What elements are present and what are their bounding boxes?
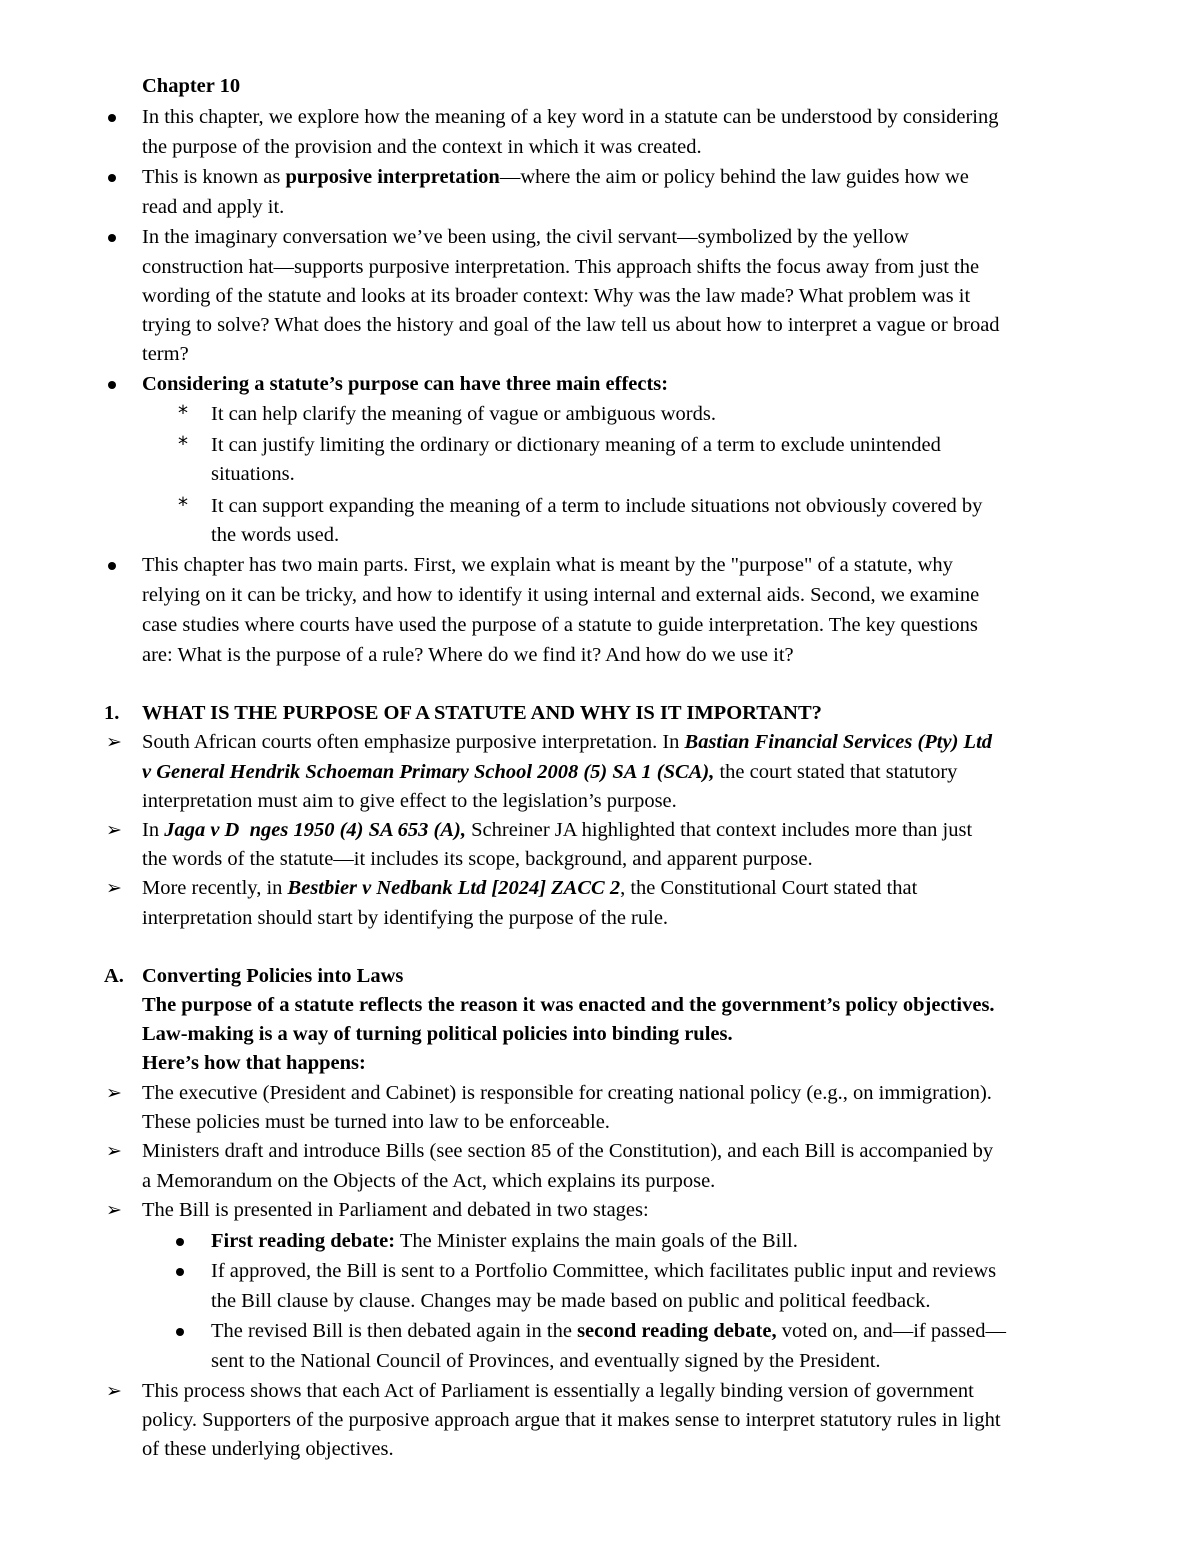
intro-bullet-2-line-1: This is known as purposive interpretation—where the aim or policy behind the law guides how we [142, 166, 969, 188]
effect-2-line-2: situations. [211, 463, 295, 485]
intro-bullet-3-line-5: term? [142, 343, 189, 365]
bullet-icon [108, 234, 116, 242]
section-a-item-4-line-3: of these underlying objectives. [142, 1438, 394, 1460]
intro-bullet-4-line-1: Considering a statute’s purpose can have three main effects: [142, 373, 669, 395]
bullet-icon [108, 562, 116, 570]
bullet-icon [176, 1238, 184, 1246]
section-a-item-4-line-2: policy. Supporters of the purposive approach argue that it makes sense to interpret statutory rules in light [142, 1409, 1001, 1431]
section-1-heading: WHAT IS THE PURPOSE OF A STATUTE AND WHY IS IT IMPORTANT? [142, 702, 822, 724]
section-a-item-1-line-1: The executive (President and Cabinet) is responsible for creating national policy (e.g., on immigration). [142, 1082, 992, 1104]
arrow-bullet-icon: ➢ [106, 1082, 122, 1104]
intro-bullet-5-line-1: This chapter has two main parts. First, we explain what is meant by the "purpose" of a statute, why [142, 554, 953, 576]
section-a-item-2-line-2: a Memorandum on the Objects of the Act, which explains its purpose. [142, 1170, 716, 1192]
intro-bullet-2-line-2: read and apply it. [142, 196, 285, 218]
bullet-icon [108, 174, 116, 182]
arrow-bullet-icon: ➢ [106, 1140, 122, 1162]
reading-step-3-line-1: The revised Bill is then debated again in the second reading debate, voted on, and—if passed— [211, 1320, 1007, 1342]
section-1-item-1-line-3: interpretation must aim to give effect to the legislation’s purpose. [142, 790, 677, 812]
arrow-bullet-icon: ➢ [106, 819, 122, 841]
section-a-item-4-line-1: This process shows that each Act of Parliament is essentially a legally binding version of government [142, 1380, 974, 1402]
section-a-heading: Converting Policies into Laws [142, 965, 404, 987]
arrow-bullet-icon: ➢ [106, 731, 122, 753]
section-1-item-2-line-1: In Jaga v D nges 1950 (4) SA 653 (A), Schreiner JA highlighted that context includes more than just [142, 819, 973, 841]
section-a-bold-line-3: Here’s how that happens: [142, 1052, 366, 1074]
section-1-item-3-line-2: interpretation should start by identifying the purpose of the rule. [142, 907, 669, 929]
arrow-bullet-icon: ➢ [106, 1199, 122, 1221]
asterisk-bullet-icon: * [178, 493, 188, 517]
reading-step-3-line-2: sent to the National Council of Provinces, and eventually signed by the President. [211, 1350, 881, 1372]
section-a-bold-line-1: The purpose of a statute reflects the reason it was enacted and the government’s policy objectives. [142, 994, 995, 1016]
section-a-item-2-line-1: Ministers draft and introduce Bills (see section 85 of the Constitution), and each Bill is accompanied by [142, 1140, 994, 1162]
intro-bullet-1-line-2: the purpose of the provision and the context in which it was created. [142, 136, 702, 158]
effect-1-line-1: It can help clarify the meaning of vague or ambiguous words. [211, 403, 716, 425]
intro-bullet-5-line-4: are: What is the purpose of a rule? Where do we find it? And how do we use it? [142, 644, 794, 666]
reading-step-1-line-1: First reading debate: The Minister explains the main goals of the Bill. [211, 1230, 798, 1252]
effect-3-line-1: It can support expanding the meaning of a term to include situations not obviously covered by [211, 495, 983, 517]
intro-bullet-3-line-1: In the imaginary conversation we’ve been using, the civil servant—symbolized by the yellow [142, 226, 909, 248]
reading-step-2-line-1: If approved, the Bill is sent to a Portfolio Committee, which facilitates public input and reviews [211, 1260, 997, 1282]
asterisk-bullet-icon: * [178, 401, 188, 425]
reading-step-2-line-2: the Bill clause by clause. Changes may be made based on public and political feedback. [211, 1290, 931, 1312]
effect-3-line-2: the words used. [211, 524, 340, 546]
section-a-item-3-line-1: The Bill is presented in Parliament and debated in two stages: [142, 1199, 649, 1221]
section-1-number: 1. [104, 702, 120, 724]
section-a-bold-line-2: Law-making is a way of turning political policies into binding rules. [142, 1023, 733, 1045]
effect-2-line-1: It can justify limiting the ordinary or dictionary meaning of a term to exclude unintended [211, 434, 941, 456]
intro-bullet-5-line-2: relying on it can be tricky, and how to identify it using internal and external aids. Second, we examine [142, 584, 980, 606]
bullet-icon [176, 1268, 184, 1276]
section-a-letter: A. [104, 965, 124, 987]
section-a-item-1-line-2: These policies must be turned into law to be enforceable. [142, 1111, 610, 1133]
intro-bullet-3-line-2: construction hat—supports purposive interpretation. This approach shifts the focus away from just the [142, 256, 980, 278]
bullet-icon [176, 1328, 184, 1336]
arrow-bullet-icon: ➢ [106, 877, 122, 899]
bullet-icon [108, 381, 116, 389]
arrow-bullet-icon: ➢ [106, 1380, 122, 1402]
section-1-item-1-line-2: v General Hendrik Schoeman Primary School 2008 (5) SA 1 (SCA), the court stated that statutory [142, 761, 958, 783]
intro-bullet-3-line-4: trying to solve? What does the history and goal of the law tell us about how to interpret a vague or broad [142, 314, 1000, 336]
section-1-item-3-line-1: More recently, in Bestbier v Nedbank Ltd [2024] ZACC 2, the Constitutional Court stated that [142, 877, 918, 899]
intro-bullet-1-line-1: In this chapter, we explore how the meaning of a key word in a statute can be understood by considering [142, 106, 999, 128]
chapter-title: Chapter 10 [142, 75, 241, 97]
section-1-item-1-line-1: South African courts often emphasize purposive interpretation. In Bastian Financial Services (Pty) Ltd [142, 731, 993, 753]
asterisk-bullet-icon: * [178, 432, 188, 456]
intro-bullet-5-line-3: case studies where courts have used the purpose of a statute to guide interpretation. The key questions [142, 614, 978, 636]
section-1-item-2-line-2: the words of the statute—it includes its scope, background, and apparent purpose. [142, 848, 813, 870]
bullet-icon [108, 114, 116, 122]
intro-bullet-3-line-3: wording of the statute and looks at its broader context: Why was the law made? What problem was it [142, 285, 971, 307]
